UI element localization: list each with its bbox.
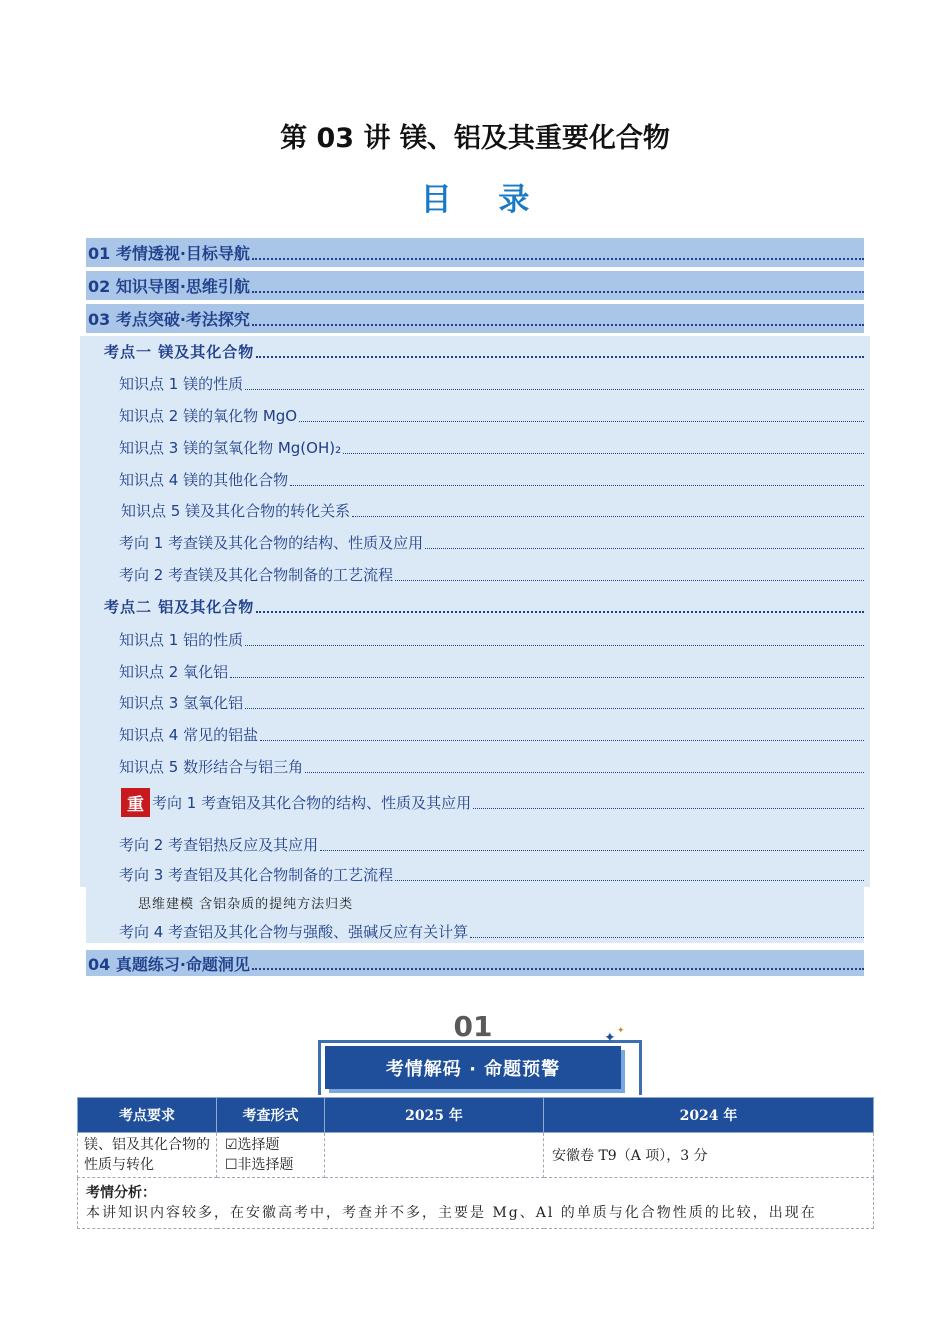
toc-item[interactable] <box>119 658 864 684</box>
toc-item-label: 知识点 4 镁的其他化合物 <box>119 470 289 489</box>
table-header-cell: 2024 年 <box>544 1098 874 1133</box>
toc-item[interactable] <box>119 370 864 396</box>
toc-kaodian-2[interactable] <box>104 593 864 619</box>
dot-leader <box>252 968 864 970</box>
exam-analysis-table <box>77 1097 874 1229</box>
table-row <box>78 1133 874 1178</box>
small-sparkle-icon: ✦ <box>617 1026 625 1036</box>
toc-item[interactable] <box>119 466 864 492</box>
toc-section-label: 03 考点突破·考法探究 <box>88 310 250 329</box>
checked-option: ☑选择题 <box>225 1137 280 1153</box>
dot-leader <box>256 356 864 358</box>
kaodian-label: 考点二 铝及其化合物 <box>104 597 255 616</box>
toc-kaodian-1[interactable] <box>104 338 864 364</box>
table-header-cell: 考查形式 <box>217 1098 325 1133</box>
table-header-cell: 2025 年 <box>325 1098 544 1133</box>
analysis-row <box>78 1178 874 1229</box>
toc-item-label: 知识点 2 氧化铝 <box>119 662 229 681</box>
table-header-row <box>78 1098 874 1133</box>
dot-leader <box>245 645 864 646</box>
toc-section-label: 04 真题练习·命题洞见 <box>88 954 250 974</box>
toc-section-01[interactable] <box>86 238 864 267</box>
dot-leader <box>290 485 864 486</box>
toc-item[interactable] <box>119 753 864 779</box>
toc-item-label: 考向 2 考查铝热反应及其应用 <box>119 835 319 854</box>
unchecked-option: ☐非选择题 <box>225 1157 294 1173</box>
year-2024-cell: 安徽卷 T9（A 项），3 分 <box>544 1133 874 1178</box>
thinking-model-label: 思维建模 含铝杂质的提纯方法归类 <box>138 897 354 912</box>
toc-item[interactable] <box>119 434 864 460</box>
dot-leader <box>305 772 864 773</box>
toc-item-label: 知识点 5 数形结合与铝三角 <box>119 757 304 776</box>
toc-item[interactable] <box>119 861 864 887</box>
toc-section-04[interactable] <box>86 950 864 976</box>
sparkle-icon: ✦ <box>604 1030 616 1046</box>
toc-item-label: 知识点 2 镁的氧化物 MgO <box>119 406 298 425</box>
dot-leader <box>352 516 864 517</box>
toc-item-label: 知识点 5 镁及其化合物的转化关系 <box>121 501 351 520</box>
toc-item[interactable] <box>119 831 864 857</box>
toc-item[interactable] <box>119 721 864 747</box>
toc-item-label: 考向 4 考查铝及其化合物与强酸、强碱反应有关计算 <box>119 922 469 941</box>
toc-section-label: 01 考情透视·目标导航 <box>88 244 250 263</box>
toc-item-label: 知识点 3 镁的氢氧化物 Mg(OH)₂ <box>119 438 342 457</box>
toc-heading: 目 录 <box>420 182 548 218</box>
toc-item-label: 知识点 4 常见的铝盐 <box>119 725 259 744</box>
toc-item[interactable] <box>119 529 864 555</box>
toc-item-label: 知识点 3 氢氧化铝 <box>119 693 244 712</box>
analysis-cell <box>78 1178 874 1229</box>
dot-leader <box>260 740 864 741</box>
toc-section-02[interactable] <box>86 271 864 300</box>
toc-item[interactable] <box>119 402 864 428</box>
toc-item[interactable] <box>119 689 864 715</box>
dot-leader <box>252 324 864 326</box>
toc-item[interactable] <box>121 497 864 523</box>
table-header-cell: 考点要求 <box>78 1098 217 1133</box>
analysis-title: 考情分析： <box>86 1185 156 1201</box>
dot-leader <box>395 880 864 881</box>
dot-leader <box>230 677 864 678</box>
dot-leader <box>252 258 864 260</box>
toc-item-label: 考向 1 考查镁及其化合物的结构、性质及应用 <box>119 533 424 552</box>
toc-item-label: 考向 3 考查铝及其化合物制备的工艺流程 <box>119 865 394 884</box>
key-point-badge: 重 <box>121 788 150 817</box>
form-cell <box>217 1133 325 1178</box>
dot-leader <box>473 808 864 809</box>
toc-item-label: 考向 1 考查铝及其化合物的结构、性质及其应用 <box>152 793 472 812</box>
kaodian-label: 考点一 镁及其化合物 <box>104 342 255 361</box>
toc-item-label: 知识点 1 铝的性质 <box>119 630 244 649</box>
toc-item-label: 知识点 1 镁的性质 <box>119 374 244 393</box>
toc-section-label: 02 知识导图·思维引航 <box>88 277 250 296</box>
dot-leader <box>245 708 864 709</box>
toc-section-03[interactable] <box>86 304 864 333</box>
dot-leader <box>252 291 864 293</box>
dot-leader <box>395 580 864 581</box>
toc-item-label: 考向 2 考查镁及其化合物制备的工艺流程 <box>119 565 394 584</box>
dot-leader <box>320 850 864 851</box>
dot-leader <box>299 421 864 422</box>
toc-item-key[interactable] <box>121 785 864 819</box>
dot-leader <box>343 453 864 454</box>
requirement-cell: 镁、铝及其化合物的性质与转化 <box>78 1133 217 1178</box>
year-2025-cell <box>325 1133 544 1178</box>
document-title: 第 03 讲 镁、铝及其重要化合物 <box>280 123 670 154</box>
toc-item[interactable] <box>119 626 864 652</box>
section-banner: 考情解码 · 命题预警 <box>325 1046 621 1089</box>
dot-leader <box>425 548 864 549</box>
toc-item[interactable] <box>119 918 864 944</box>
section-number: 01 <box>453 1010 493 1043</box>
dot-leader <box>470 937 864 938</box>
toc-item[interactable] <box>119 561 864 587</box>
dot-leader <box>256 611 864 613</box>
dot-leader <box>245 389 864 390</box>
analysis-text: 本讲知识内容较多，在安徽高考中，考查并不多，主要是 Mg、Al 的单质与化合物性质的比较，出现在 <box>86 1205 817 1221</box>
